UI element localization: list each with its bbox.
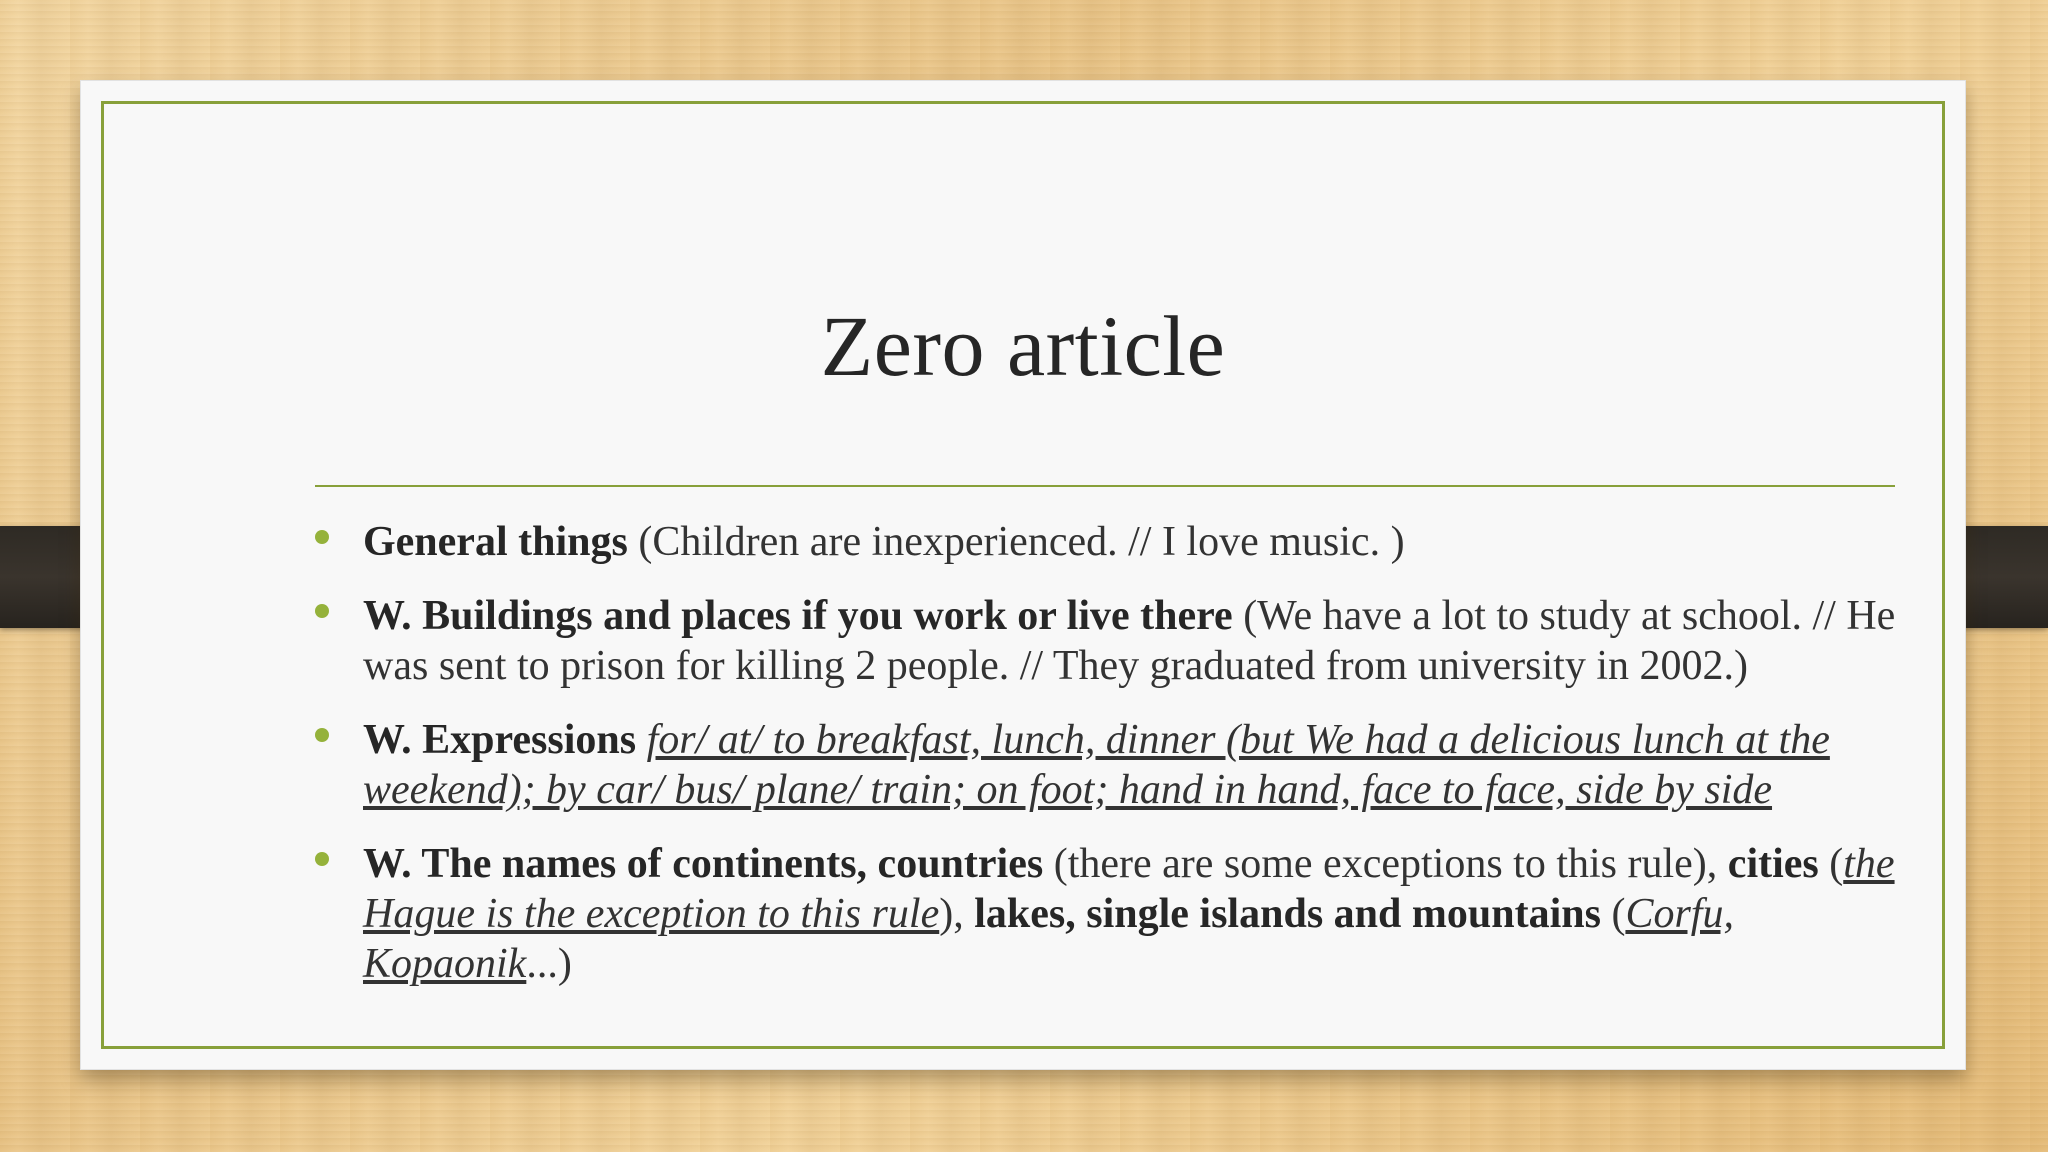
bullet-dot-icon <box>315 852 329 866</box>
slide <box>80 80 1966 1070</box>
bullet-heading: lakes, single islands and mountains <box>974 891 1601 937</box>
bullet-item <box>363 715 1923 815</box>
bullet-dot-icon <box>315 530 329 544</box>
bullet-list <box>363 517 1923 1013</box>
bullet-heading: W. Buildings and places if you work or live there <box>363 593 1233 639</box>
bullet-dot-icon <box>315 728 329 742</box>
bullet-heading: General things <box>363 519 628 565</box>
bullet-text: (Children are inexperienced. // I love music. ) <box>627 519 1405 565</box>
bullet-item <box>363 591 1923 691</box>
bullet-item <box>363 517 1923 567</box>
bullet-heading: W. Expressions <box>363 717 637 763</box>
bullet-heading: cities <box>1727 841 1819 887</box>
bullet-text: ( <box>1600 891 1626 937</box>
bullet-text: ( <box>1818 841 1844 887</box>
bullet-example: Corfu, Kopaonik <box>363 891 1734 987</box>
bullet-heading: W. The names of continents, countries <box>363 841 1044 887</box>
bullet-item <box>363 839 1923 989</box>
bullet-example: the Hague is the exception to this rule <box>363 841 1895 937</box>
bullet-text: ), <box>939 891 975 937</box>
bullet-text: ...) <box>526 941 572 987</box>
bullet-example: for/ at/ to breakfast, lunch, dinner (but We had a delicious lunch at the weekend); by car/ bus/ plane/ train; on foot; hand in hand, face to face, side by side <box>363 717 1830 813</box>
bullet-dot-icon <box>315 604 329 618</box>
bullet-text: (there are some exceptions to this rule), <box>1043 841 1728 887</box>
slide-title: Zero article <box>820 298 1226 394</box>
title-divider <box>315 485 1895 487</box>
bullet-text: (We have a lot to study at school. // He was sent to prison for killing 2 people. // They graduated from university in 2002.) <box>363 593 1896 689</box>
bullet-text <box>636 717 647 763</box>
